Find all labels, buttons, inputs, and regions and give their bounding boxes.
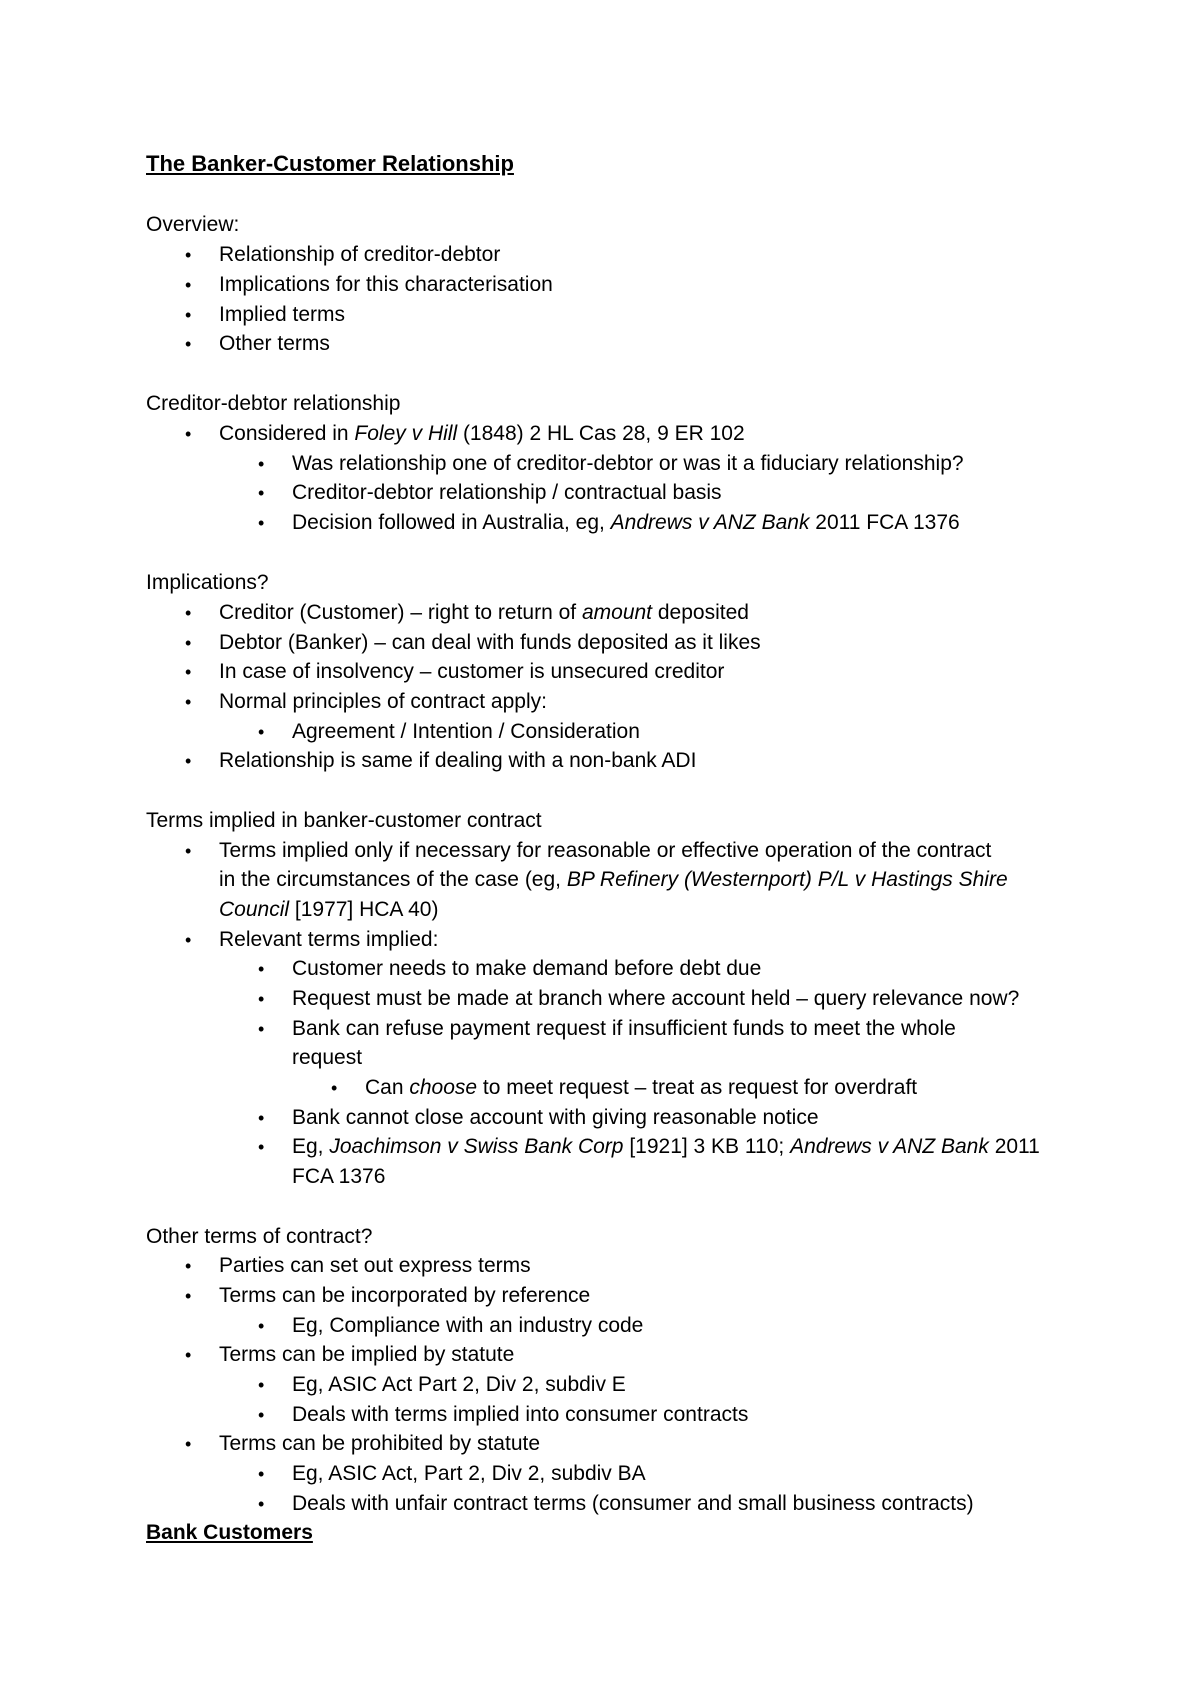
list-item: Relevant terms implied:: [219, 928, 439, 951]
list-item: Creditor (Customer) – right to return of amount deposited: [219, 601, 749, 624]
bullet: •: [258, 483, 265, 503]
bullet: •: [258, 1137, 265, 1157]
list-item-continuation: Council [1977] HCA 40): [219, 898, 439, 921]
list-item: Implications for this characterisation: [219, 273, 553, 296]
other-terms-heading: Other terms of contract?: [146, 1225, 373, 1248]
bullet: •: [258, 1494, 265, 1514]
bullet: •: [331, 1078, 338, 1098]
bullet: •: [185, 633, 192, 653]
bullet: •: [258, 1375, 265, 1395]
list-item: Debtor (Banker) – can deal with funds deposited as it likes: [219, 631, 761, 654]
list-item: In case of insolvency – customer is unsecured creditor: [219, 660, 725, 683]
bullet: •: [185, 334, 192, 354]
bullet: •: [258, 989, 265, 1009]
bullet: •: [185, 751, 192, 771]
bullet: •: [185, 1256, 192, 1276]
list-item: Eg, ASIC Act Part 2, Div 2, subdiv E: [292, 1373, 626, 1396]
list-item: Terms can be incorporated by reference: [219, 1284, 591, 1307]
bullet: •: [185, 424, 192, 444]
list-item: Other terms: [219, 332, 330, 355]
list-item-continuation: request: [292, 1046, 363, 1069]
overview-heading: Overview:: [146, 213, 240, 236]
list-item: Was relationship one of creditor-debtor or was it a fiduciary relationship?: [292, 452, 964, 475]
list-item: Relationship is same if dealing with a non-bank ADI: [219, 749, 697, 772]
list-item: Customer needs to make demand before debt due: [292, 957, 762, 980]
bullet: •: [258, 1316, 265, 1336]
bullet: •: [185, 275, 192, 295]
bullet: •: [185, 1345, 192, 1365]
list-item-continuation: in the circumstances of the case (eg, BP Refinery (Westernport) P/L v Hastings Shire: [219, 868, 1008, 891]
list-item: Deals with terms implied into consumer contracts: [292, 1403, 749, 1426]
bullet: •: [258, 1019, 265, 1039]
list-item: Considered in Foley v Hill (1848) 2 HL Cas 28, 9 ER 102: [219, 422, 745, 445]
list-item: Agreement / Intention / Consideration: [292, 720, 640, 743]
list-item: Decision followed in Australia, eg, Andrews v ANZ Bank 2011 FCA 1376: [292, 511, 960, 534]
list-item: Bank can refuse payment request if insufficient funds to meet the whole: [292, 1017, 956, 1040]
list-item: Relationship of creditor-debtor: [219, 243, 501, 266]
list-item-continuation: FCA 1376: [292, 1165, 386, 1188]
list-item: Implied terms: [219, 303, 346, 326]
list-item: Terms can be prohibited by statute: [219, 1432, 541, 1455]
implied-terms-heading: Terms implied in banker-customer contract: [146, 809, 542, 832]
list-item: Eg, ASIC Act, Part 2, Div 2, subdiv BA: [292, 1462, 646, 1485]
list-item: Terms can be implied by statute: [219, 1343, 515, 1366]
list-item: Normal principles of contract apply:: [219, 690, 547, 713]
list-item: Can choose to meet request – treat as request for overdraft: [365, 1076, 918, 1099]
page-title: The Banker-Customer Relationship: [146, 151, 514, 176]
bullet: •: [258, 513, 265, 533]
bank-customers-heading: Bank Customers: [146, 1521, 313, 1544]
bullet: •: [185, 245, 192, 265]
list-item: Parties can set out express terms: [219, 1254, 531, 1277]
bullet: •: [185, 1286, 192, 1306]
creditor-debtor-heading: Creditor-debtor relationship: [146, 392, 401, 415]
bullet: •: [258, 1108, 265, 1128]
implications-heading: Implications?: [146, 571, 269, 594]
list-item: Bank cannot close account with giving reasonable notice: [292, 1106, 819, 1129]
list-item: Request must be made at branch where account held – query relevance now?: [292, 987, 1020, 1010]
bullet: •: [185, 692, 192, 712]
bullet: •: [258, 1405, 265, 1425]
list-item: Deals with unfair contract terms (consumer and small business contracts): [292, 1492, 974, 1515]
bullet: •: [185, 841, 192, 861]
bullet: •: [185, 305, 192, 325]
bullet: •: [185, 662, 192, 682]
bullet: •: [185, 930, 192, 950]
bullet: •: [258, 959, 265, 979]
bullet: •: [258, 722, 265, 742]
bullet: •: [258, 1464, 265, 1484]
list-item: Creditor-debtor relationship / contractual basis: [292, 481, 722, 504]
bullet: •: [258, 454, 265, 474]
list-item: Terms implied only if necessary for reasonable or effective operation of the contract: [219, 839, 992, 862]
list-item: Eg, Joachimson v Swiss Bank Corp [1921] 3 KB 110; Andrews v ANZ Bank 2011: [292, 1135, 1040, 1158]
bullet: •: [185, 603, 192, 623]
list-item: Eg, Compliance with an industry code: [292, 1314, 644, 1337]
bullet: •: [185, 1434, 192, 1454]
